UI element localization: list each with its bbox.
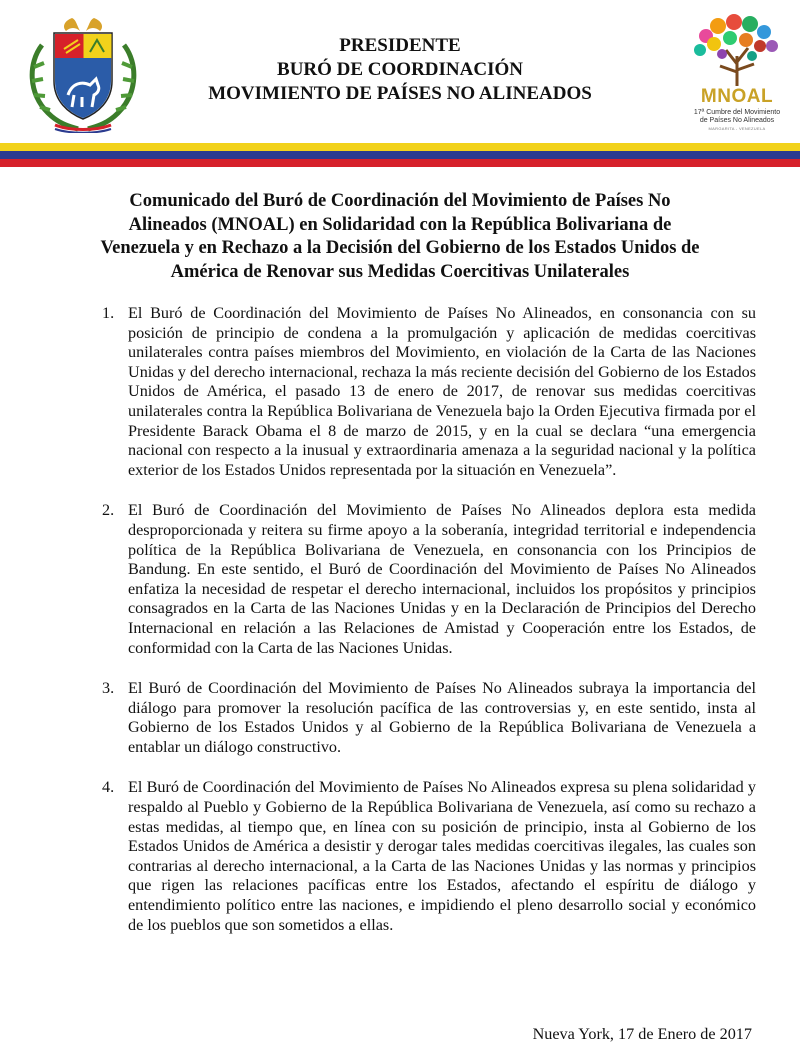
point-text: El Buró de Coordinación del Movimiento de Países No Alineados, en consonancia con su posición de principio de condena a la promulgación y aplicación de medidas coercitivas unilaterales contra países miembros del Movimiento, en violación de la Carta de las Naciones Unidas y del derecho internacional, rechaza la más reciente decisión del Gobierno de los Estados Unidos de América, el pasado 13 de enero de 2017, de renovar sus medidas coercitivas unilaterales contra la República Bolivariana de Venezuela bajo la Orden Ejecutiva firmada por el Presidente Barack Obama el 8 de marzo de 2015, y en la cual se declara “una emergencia nacional con respecto a la inusual y extraordinaria amenaza a la seguridad nacional y la política exterior de los Estados Unidos representada por la situación en Venezuela”. [128, 304, 756, 479]
tree-logo-icon [686, 14, 788, 86]
point-text: El Buró de Coordinación del Movimiento de Países No Alineados deplora esta medida desproporcionada y reitera su firme apoyo a la soberanía, integridad territorial e independencia política de la República Bolivariana de Venezuela, en consonancia con los Principios de Bandung. En este sentido, el Buró de Coordinación del Movimiento de Países No Alineados enfatiza la necesidad de respetar el derecho internacional, incluidos los propósitos y principios consagrados en la Carta de las Naciones Unidas y en la Declaración de Principios del Derecho Internacional en relación a las Relaciones de Amistad y Cooperación entre los Estados, de conformidad con la Carta de las Naciones Unidas. [128, 501, 756, 657]
flag-stripes [0, 143, 800, 167]
letterhead-title-line: MOVIMIENTO DE PAÍSES NO ALINEADOS [208, 83, 592, 104]
summit-name [686, 109, 788, 125]
communique-point [100, 304, 756, 480]
place-and-date: Nueva York, 17 de Enero de 2017 [532, 1025, 752, 1043]
letterhead-titles [180, 34, 620, 106]
summit-name-line: de Países No Alineados [699, 117, 775, 124]
communique-point [100, 679, 756, 757]
point-number: 2. [102, 501, 115, 520]
point-text: El Buró de Coordinación del Movimiento de Países No Alineados subraya la importancia del diálogo para promover la resolución pacífica de las controversias y, en este sentido, insta al Gobierno de los Estados Unidos y al Gobierno de la República Bolivariana de Venezuela a entablar un diálogo constructivo. [128, 679, 756, 756]
communique-point [100, 501, 756, 658]
stripe-red [0, 159, 800, 167]
letterhead-title-line: BURÓ DE COORDINACIÓN [277, 59, 523, 80]
venezuela-coat-of-arms-icon [20, 15, 146, 133]
communique-title: Comunicado del Buró de Coordinación del Movimiento de Países No Alineados (MNOAL) en Solidaridad con la República Bolivariana de Venezuela y en Rechazo a la Decisión del Gobierno de los Estados Unidos de América de Renovar sus Medidas Coercitivas Unilaterales [100, 191, 700, 282]
communique-points [100, 304, 756, 956]
communique-point [100, 778, 756, 935]
point-number: 3. [102, 679, 115, 698]
stripe-blue [0, 151, 800, 159]
point-number: 4. [102, 778, 115, 797]
summit-logo [686, 14, 788, 132]
point-number: 1. [102, 304, 115, 322]
letterhead [0, 0, 800, 175]
letterhead-title-line: PRESIDENTE [339, 35, 461, 56]
summit-name-line: 17ª Cumbre del Movimiento [693, 109, 781, 116]
summit-wordmark: MNOAL [700, 86, 774, 107]
summit-place: MARGARITA - VENEZUELA [708, 126, 766, 131]
stripe-yellow [0, 143, 800, 151]
point-text: El Buró de Coordinación del Movimiento de Países No Alineados expresa su plena solidaridad y respaldo al Pueblo y Gobierno de la República Bolivariana de Venezuela, así como su rechazo a estas medidas, al tiempo que, en línea con su posición de principio, insta al Gobierno de los Estados Unidos de América a desistir y derogar tales medidas coercitivas ilegales, las cuales son contrarias al derecho internacional, a la Carta de las Naciones Unidas y las normas y principios que rigen las relaciones pacíficas entre los Estados, afectando el espíritu de diálogo y entendimiento político entre las naciones, e impidiendo el pleno desarrollo social y económico de los pueblos que son sometidos a ellas. [128, 778, 756, 934]
